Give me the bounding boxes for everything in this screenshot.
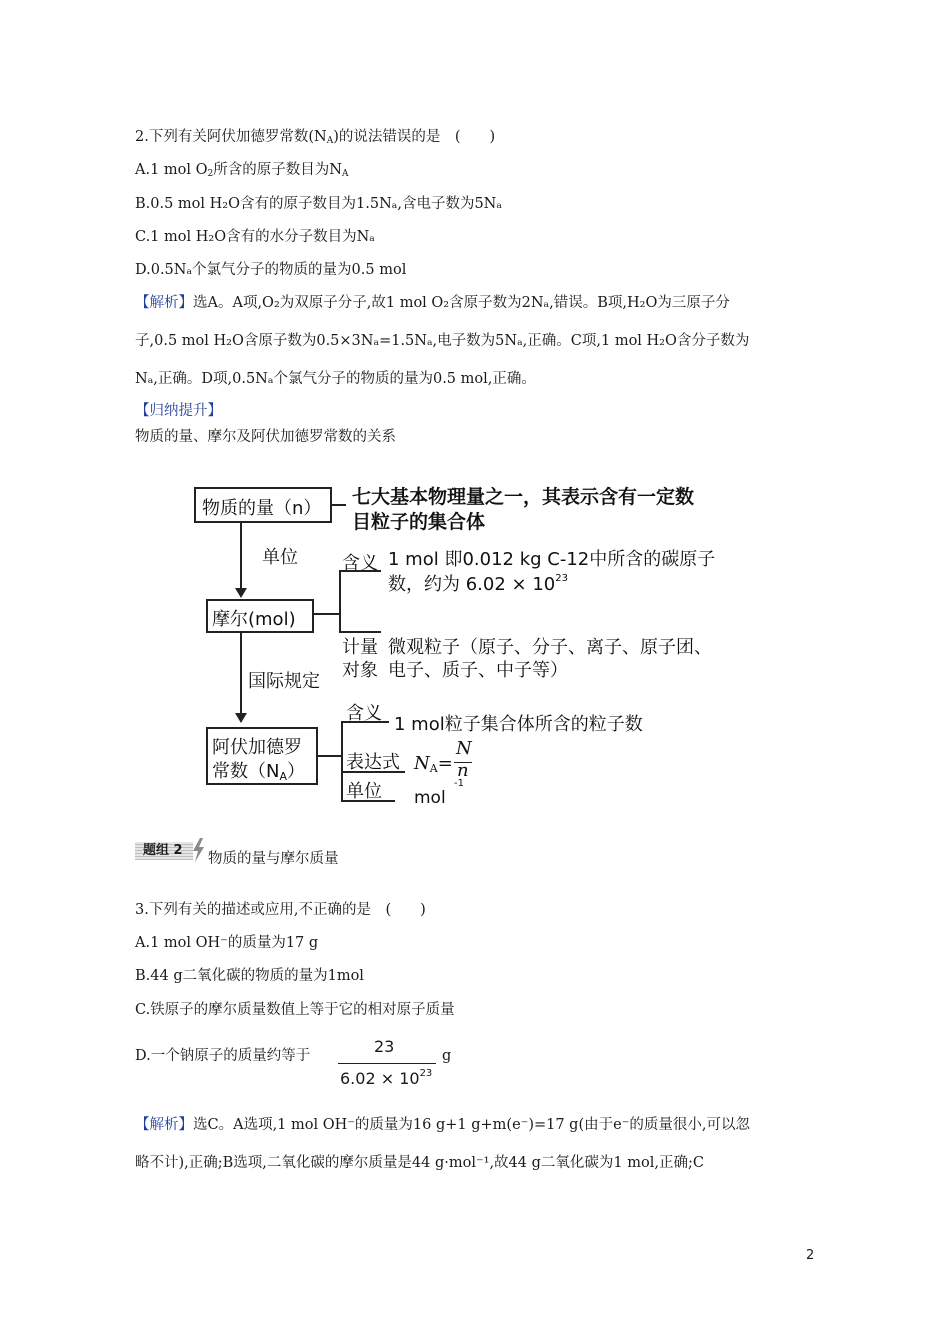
mole-meaning-1: 1 mol 即0.012 kg C-12中所含的碳原子 [388, 549, 716, 570]
connector [330, 504, 346, 506]
q3-option-d: D.一个钠原子的质量约等于 [135, 1048, 311, 1064]
label-count-1: 计量 [342, 637, 378, 658]
q3-stem: 3.下列有关的描述或应用,不正确的是 ( ) [135, 902, 426, 918]
group-badge: 题组 2 [135, 842, 193, 860]
q3-analysis-line-2: 略不计),正确;B选项,二氧化碳的摩尔质量是44 g·mol⁻¹,故44 g二氧化碳为1 mol,正确;C [135, 1155, 704, 1171]
q3-option-c: C.铁原子的摩尔质量数值上等于它的相对原子质量 [135, 1002, 455, 1018]
fraction-bar [338, 1063, 436, 1064]
fraction-denominator: $6.02 \times 10^{23}$ [340, 1068, 433, 1088]
label-meaning: 含义 [342, 553, 378, 574]
arrow-head-icon [235, 713, 247, 723]
label-count-2: 对象 [342, 660, 378, 681]
arrow-label-rule: 国际规定 [248, 671, 320, 692]
box1-description-2: 目粒子的集合体 [352, 511, 486, 533]
box-amount-of-substance: 物质的量（n） [194, 487, 332, 523]
box-mole: 摩尔(mol) [206, 599, 314, 633]
connector [316, 755, 342, 757]
q2-stem: 2.下列有关阿伏加德罗常数$(N_A)$的说法错误的是 ( ) [135, 129, 496, 146]
label-na-meaning: 含义 [346, 703, 382, 724]
bracket-vertical [339, 570, 341, 632]
box-avogadro: 阿伏加德罗 常数（NA） [206, 727, 318, 785]
arrow-label-unit: 单位 [262, 547, 298, 568]
page-number: 2 [806, 1248, 815, 1263]
analysis-tag: 【解析】 [135, 295, 193, 311]
bracket-vertical [341, 721, 343, 802]
count-object-2: 电子、质子、中子等） [388, 660, 568, 681]
connector [312, 613, 340, 615]
arrow-line [240, 631, 242, 716]
q2-analysis-line-1: 【解析】选A。A项,O₂为双原子分子,故1 mol O₂含原子数为2Nₐ,错误。B项,H₂O为三原子分 [135, 295, 730, 311]
box1-description-1: 七大基本物理量之一，其表示含有一定数 [352, 486, 695, 508]
q2-analysis-line-3: Nₐ,正确。D项,0.5Nₐ个氯气分子的物质的量为0.5 mol,正确。 [135, 371, 536, 387]
summary-title: 物质的量、摩尔及阿伏加德罗常数的关系 [135, 429, 396, 445]
label-unit: 单位 [346, 781, 382, 802]
q2-analysis-line-2: 子,0.5 mol H₂O含原子数为0.5×3Nₐ=1.5Nₐ,电子数为5Nₐ,正确。C项,1 mol H₂O含分子数为 [135, 333, 750, 349]
arrow-line [240, 521, 242, 591]
lightning-icon [190, 838, 206, 862]
unit-value: mol [414, 788, 446, 808]
q3-option-b: B.44 g二氧化碳的物质的量为1mol [135, 968, 364, 984]
q2-option-c: C.1 mol H₂O含有的水分子数目为Nₐ [135, 229, 375, 245]
q3-analysis-line-1: 【解析】选C。A选项,1 mol OH⁻的质量为16 g+1 g+m(e⁻)=17 g(由于e⁻的质量很小,可以忽 [135, 1117, 750, 1133]
q2-option-d: D.0.5Nₐ个氯气分子的物质的量为0.5 mol [135, 262, 407, 278]
q2-option-b: B.0.5 mol H₂O含有的原子数目为1.5Nₐ,含电子数为5Nₐ [135, 196, 502, 212]
label-expression: 表达式 [346, 752, 400, 773]
q3-option-d-unit: g [442, 1048, 452, 1064]
expr-denominator: n [457, 760, 469, 781]
expr-numerator: N [456, 738, 472, 759]
expr-lhs: NA= [414, 753, 453, 775]
count-object-1: 微观粒子（原子、分子、离子、原子团、 [388, 637, 712, 658]
analysis-tag: 【解析】 [135, 1117, 193, 1133]
arrow-head-icon [235, 588, 247, 598]
na-meaning: 1 mol粒子集合体所含的粒子数 [394, 714, 643, 735]
fraction-numerator: 23 [374, 1037, 395, 1056]
summary-tag: 【归纳提升】 [135, 403, 222, 419]
q3-option-a: A.1 mol OH⁻的质量为17 g [135, 935, 319, 951]
q2-option-a: A.1 mol $O_2$所含的原子数目为$N_A$ [135, 162, 349, 179]
group-title: 物质的量与摩尔质量 [208, 851, 339, 867]
mole-meaning-2: 数，约为 $6.02 \times 10^{23}$ [388, 573, 568, 595]
unit-exponent: -1 [454, 778, 464, 789]
